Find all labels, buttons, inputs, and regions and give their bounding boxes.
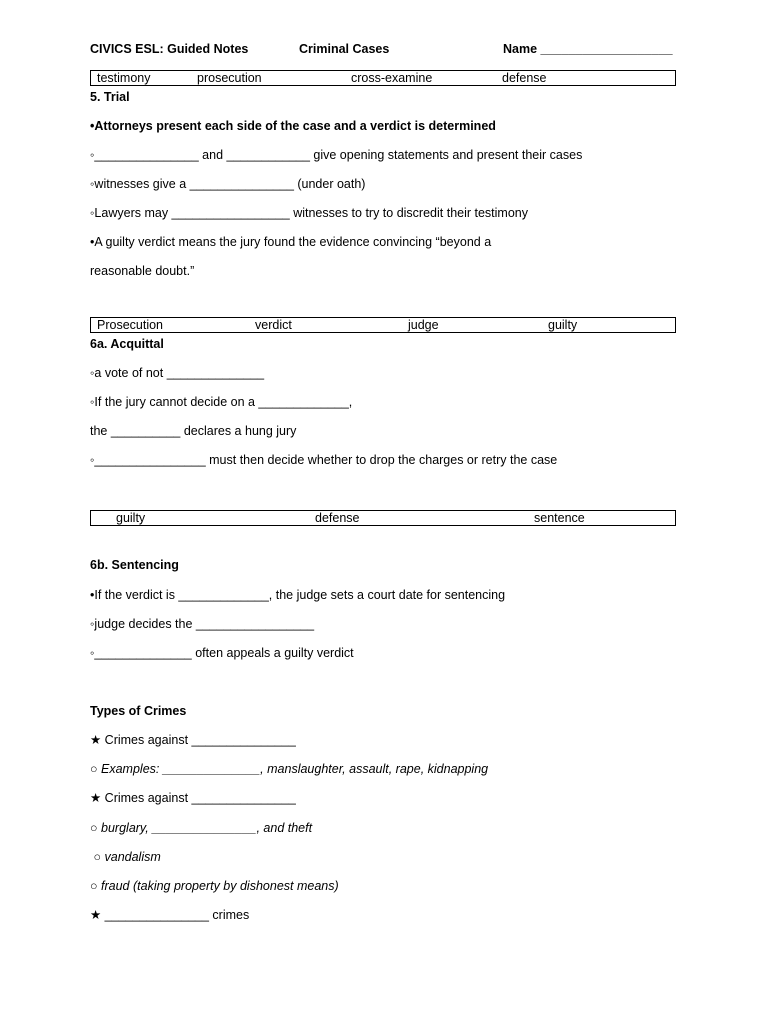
note-line: reasonable doubt.” [90, 264, 195, 278]
word-bank-sentencing [90, 510, 676, 526]
word-bank-item: verdict [255, 318, 292, 332]
word-bank-item: prosecution [197, 71, 262, 85]
note-line: ◦Lawyers may _________________ witnesses to try to discredit their testimony [90, 206, 529, 220]
note-line: ◦______________ often appeals a guilty verdict [90, 646, 354, 660]
section-heading-trial: 5. Trial [90, 90, 130, 104]
note-line: ◦judge decides the _________________ [90, 617, 315, 631]
note-line: ○ fraud (taking property by dishonest means) [90, 879, 339, 893]
section-heading-acquittal: 6a. Acquittal [90, 337, 164, 351]
note-line: ◦witnesses give a _______________ (under oath) [90, 177, 366, 191]
section-heading-crimes: Types of Crimes [90, 704, 187, 718]
word-bank-item: cross-examine [351, 71, 433, 85]
word-bank-trial [90, 70, 676, 86]
word-bank-item: Prosecution [97, 318, 164, 332]
note-line: ◦a vote of not ______________ [90, 366, 265, 380]
note-line: ○ Examples: ______________, manslaughter, assault, rape, kidnapping [90, 762, 489, 776]
header-name-field: Name ___________________ [503, 42, 673, 56]
note-line: ○ vandalism [90, 850, 161, 864]
note-line: the __________ declares a hung jury [90, 424, 297, 438]
note-line: ○ burglary, _______________, and theft [90, 821, 313, 835]
note-line: •If the verdict is _____________, the judge sets a court date for sentencing [90, 588, 506, 602]
word-bank-acquittal [90, 317, 676, 333]
note-line: •Attorneys present each side of the case and a verdict is determined [90, 119, 496, 133]
word-bank-item: guilty [548, 318, 578, 332]
section-heading-sentencing: 6b. Sentencing [90, 558, 179, 572]
word-bank-item: testimony [97, 71, 151, 85]
note-line: ★ Crimes against _______________ [90, 791, 296, 805]
note-line: ★ _______________ crimes [90, 908, 250, 922]
word-bank-item: guilty [116, 511, 146, 525]
header-topic: Criminal Cases [299, 42, 390, 56]
note-line: ◦________________ must then decide whether to drop the charges or retry the case [90, 453, 558, 467]
word-bank-item: defense [502, 71, 547, 85]
note-line: ◦If the jury cannot decide on a _____________, [90, 395, 353, 409]
note-line: •A guilty verdict means the jury found the evidence convincing “beyond a [90, 235, 492, 249]
word-bank-item: defense [315, 511, 360, 525]
header-course: CIVICS ESL: Guided Notes [90, 42, 249, 56]
note-line: ★ Crimes against _______________ [90, 733, 296, 747]
word-bank-item: sentence [534, 511, 585, 525]
word-bank-item: judge [408, 318, 439, 332]
note-line: ◦_______________ and ____________ give opening statements and present their cases [90, 148, 583, 162]
